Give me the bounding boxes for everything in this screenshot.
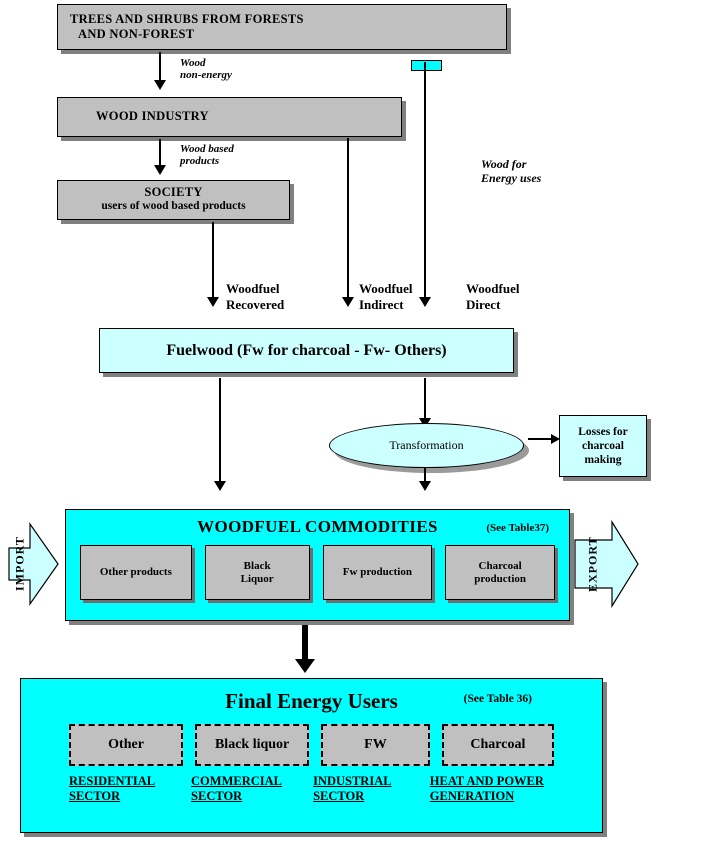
label-woodfuel-indirect-line2: Indirect [359,297,404,312]
arrow-transformation-to-commodities-head [419,481,431,491]
commodities-note: (See Table37) [486,522,549,534]
label-wood-based-line1: Wood based [180,143,234,155]
commodity-label-line1: Other products [99,566,172,578]
commodity-label-line2: production [474,572,527,585]
sector-line2: SECTOR [69,789,121,803]
final-user-label: Black liquor [214,737,290,752]
arrow-woodfuel-direct-head [419,297,431,307]
node-losses-line3: making [584,454,622,466]
sector-label-group [69,774,179,804]
commodity-label-line1: Charcoal [478,559,522,572]
commodity-item [323,545,433,600]
final-user-item [321,724,430,766]
sector-line1: HEAT AND POWER [429,774,544,788]
label-woodfuel-direct-line1: Woodfuel [466,281,520,296]
arrow-commodities-to-final-line [302,625,308,663]
sector-label-group [191,774,301,804]
export-arrow [574,518,640,610]
sector-label-group [430,774,554,804]
label-wood-based-line2: products [180,155,220,167]
label-wood-non-energy-line1: Wood [180,57,206,69]
final-users-title: Final Energy Users [225,689,398,713]
export-label: EXPORT [585,536,600,592]
arrow-transformation-to-losses-line [528,438,553,440]
arrow-woodfuel-direct-line [424,62,426,300]
arrow-woodfuel-recovered-head [207,297,219,307]
label-wood-non-energy [180,57,232,81]
node-losses-charcoal [559,415,647,477]
sector-line1: COMMERCIAL [191,774,282,788]
label-woodfuel-direct [466,281,519,313]
arrow-woodfuel-indirect-head [342,297,354,307]
node-wood-industry [57,97,402,137]
label-woodfuel-indirect-line1: Woodfuel [359,281,413,296]
final-user-label: FW [364,737,387,752]
commodity-label-line1: Fw production [342,566,412,578]
commodity-item [205,545,310,600]
arrow-trees-to-industry-head [154,80,166,90]
node-woodfuel-commodities [65,509,570,621]
arrow-industry-to-society-head [154,165,166,175]
commodity-label-line1: Black [243,559,271,572]
node-fuelwood [99,328,514,373]
label-woodfuel-recovered-line1: Woodfuel [226,281,280,296]
node-trees-line1: TREES AND SHRUBS FROM FORESTS [70,12,304,26]
final-user-item [195,724,309,766]
wood-for-energy-marker [411,60,442,71]
label-wood-for-energy [481,157,541,185]
node-trees-line2: AND NON-FOREST [78,27,195,41]
import-label: IMPORT [12,536,27,592]
sector-label-group [313,774,418,804]
commodities-title: WOODFUEL COMMODITIES [197,517,438,536]
node-society-line1: SOCIETY [144,185,203,199]
final-users-note: (See Table 36) [463,693,532,705]
node-losses-line2: charcoal [582,440,624,452]
label-woodfuel-recovered-line2: Recovered [226,297,285,312]
label-wood-non-energy-line2: non-energy [180,69,232,81]
label-woodfuel-recovered [226,281,284,313]
sector-line2: GENERATION [429,789,515,803]
commodity-item [80,545,192,600]
arrow-fuelwood-to-transformation-line [424,378,426,423]
node-transformation-label: Transformation [389,438,464,452]
node-trees-and-shrubs [57,4,507,50]
arrow-trees-to-industry-line [159,52,161,82]
arrow-woodfuel-indirect-line [347,138,349,300]
sector-line2: SECTOR [191,789,243,803]
node-losses-line1: Losses for [578,426,628,438]
node-society [57,180,290,220]
label-woodfuel-indirect [359,281,412,313]
node-final-energy-users [20,678,603,833]
label-woodfuel-direct-line2: Direct [466,297,501,312]
final-user-label: Other [108,737,144,752]
node-wood-industry-label: WOOD INDUSTRY [96,109,209,123]
sector-line1: INDUSTRIAL [313,774,392,788]
final-user-label: Charcoal [470,737,526,752]
sector-line2: SECTOR [313,789,365,803]
final-user-item [442,724,554,766]
final-user-item [69,724,183,766]
node-transformation [329,423,524,468]
label-wood-for-energy-line1: Wood for [481,157,527,171]
arrow-fuelwood-to-commodities-head [214,481,226,491]
import-arrow [8,518,60,610]
arrow-industry-to-society-line [159,139,161,167]
commodity-label-line2: Liquor [240,572,274,585]
sector-line1: RESIDENTIAL [69,774,156,788]
arrow-fuelwood-to-commodities-line [219,378,221,483]
arrow-woodfuel-recovered-line [212,222,214,300]
node-society-line2: users of wood based products [101,200,246,212]
label-wood-for-energy-line2: Energy uses [481,171,542,185]
arrow-commodities-to-final-head [295,659,315,673]
commodity-item [445,545,555,600]
label-wood-based-products [180,143,234,167]
node-fuelwood-label: Fuelwood (Fw for charcoal - Fw- Others) [166,341,447,359]
